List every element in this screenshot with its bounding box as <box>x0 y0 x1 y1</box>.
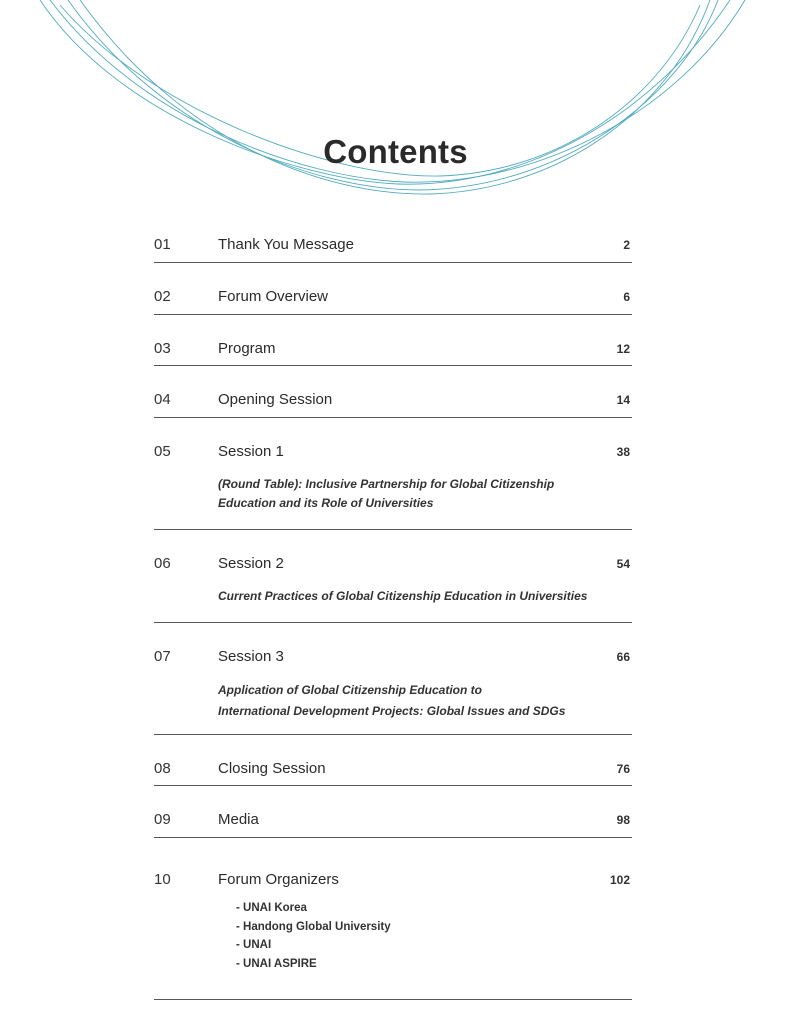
entry-page-number: 54 <box>616 557 630 571</box>
entry-title: Forum Overview <box>218 288 329 305</box>
entry-number: 10 <box>154 871 171 888</box>
entry-page-number: 14 <box>616 393 630 407</box>
entry-subtitle-line: Current Practices of Global Citizenship Education in Universities <box>218 589 588 603</box>
divider <box>154 417 632 418</box>
organizer-item: - UNAI ASPIRE <box>236 957 317 970</box>
entry-page-number: 98 <box>616 813 630 827</box>
entry-title: Program <box>218 340 276 357</box>
page-title: Contents <box>323 133 468 170</box>
divider <box>154 785 632 786</box>
toc-entry-02 <box>154 288 632 315</box>
entry-page-number: 102 <box>609 873 630 887</box>
toc-entry-04 <box>154 391 632 418</box>
decorative-arc-lines <box>0 0 791 220</box>
divider <box>154 837 632 838</box>
entry-page-number: 6 <box>623 290 630 304</box>
entry-page-number: 76 <box>616 762 630 776</box>
toc-entry-08 <box>154 760 632 786</box>
divider <box>154 262 632 263</box>
organizer-item: - UNAI <box>236 939 272 951</box>
entry-subtitle-line: Education and its Role of Universities <box>218 496 434 510</box>
entry-title: Session 2 <box>218 555 284 572</box>
divider <box>154 529 632 530</box>
divider <box>154 999 632 1000</box>
entry-number: 07 <box>154 648 171 665</box>
entry-title: Session 1 <box>218 443 284 460</box>
entry-number: 01 <box>154 236 171 253</box>
toc-entry-07 <box>154 648 632 735</box>
entry-title: Closing Session <box>218 760 326 777</box>
entry-subtitle-line: International Development Projects: Global Issues and SDGs <box>218 704 566 718</box>
divider <box>154 734 632 735</box>
entry-page-number: 38 <box>616 445 630 459</box>
entry-page-number: 66 <box>616 650 630 664</box>
entry-title: Opening Session <box>218 391 333 408</box>
divider <box>154 365 632 366</box>
toc-entry-05 <box>154 443 632 530</box>
toc-entry-03 <box>154 340 632 366</box>
entry-page-number: 2 <box>623 238 630 252</box>
entry-title: Thank You Message <box>218 236 354 253</box>
toc-entry-10 <box>154 871 632 1000</box>
entry-number: 06 <box>154 555 171 572</box>
entry-title: Session 3 <box>218 648 284 665</box>
toc-entry-06 <box>154 555 632 623</box>
entry-number: 04 <box>154 391 171 408</box>
entry-number: 08 <box>154 760 171 777</box>
entry-number: 05 <box>154 443 171 460</box>
toc-entry-01 <box>154 236 632 263</box>
entry-title: Forum Organizers <box>218 871 339 888</box>
organizer-item: - UNAI Korea <box>236 902 307 914</box>
entry-title: Media <box>218 811 259 828</box>
entry-page-number: 12 <box>616 342 630 356</box>
entry-subtitle-line: (Round Table): Inclusive Partnership for Global Citizenship <box>218 477 555 491</box>
entry-subtitle-line: Application of Global Citizenship Education to <box>218 683 482 697</box>
divider <box>154 622 632 623</box>
organizer-item: - Handong Global University <box>236 920 391 933</box>
entry-number: 02 <box>154 288 171 305</box>
entry-number: 03 <box>154 340 171 357</box>
entry-number: 09 <box>154 811 171 828</box>
toc-entry-09 <box>154 811 632 838</box>
organizer-list <box>236 899 391 973</box>
divider <box>154 314 632 315</box>
